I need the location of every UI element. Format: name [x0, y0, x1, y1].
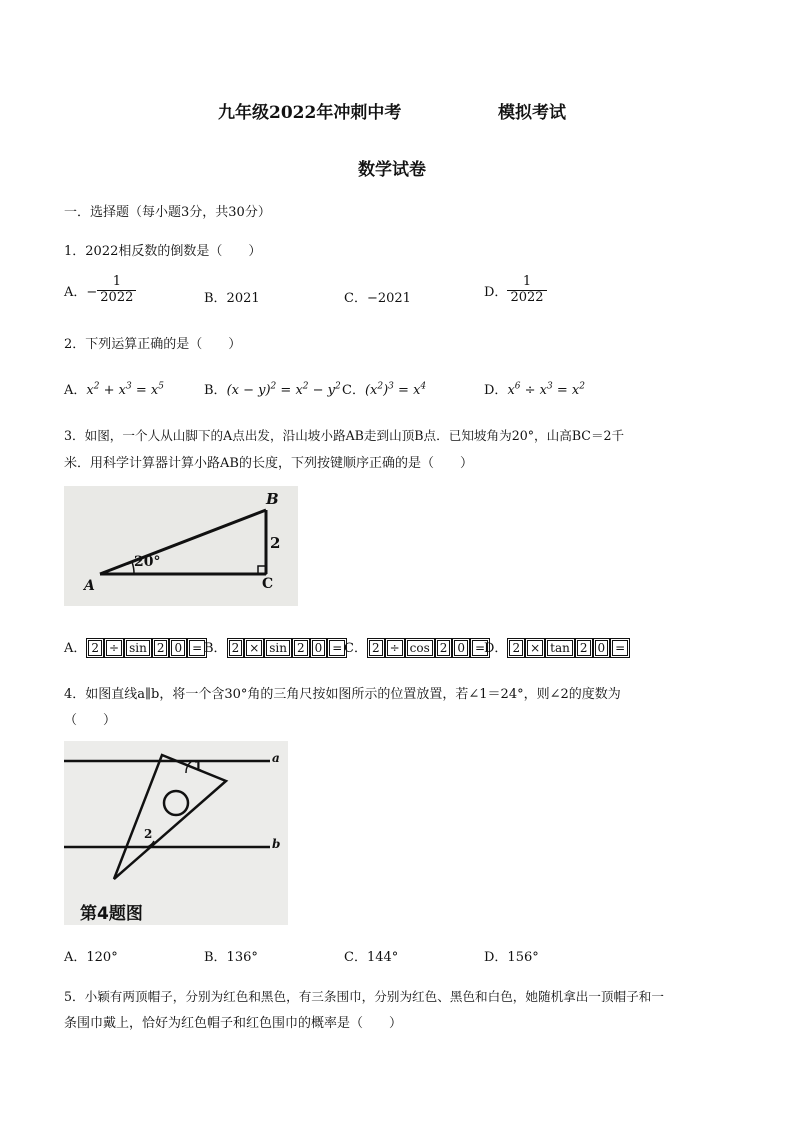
key-divide: ÷	[387, 640, 403, 656]
q1-option-c: C．−2021	[344, 291, 411, 306]
q3-option-d	[484, 637, 624, 656]
q2-b-expr: $(x - y)^2 = x^2 - y^2$	[226, 381, 341, 398]
q3-label-b: B	[266, 490, 279, 508]
q4-option-d: D．156°	[484, 950, 539, 965]
q1-d-label: D．	[484, 284, 508, 300]
key-equals: =	[329, 640, 345, 656]
q2-d-label: D．	[484, 383, 508, 398]
q3-c-label: C．	[344, 641, 367, 656]
q5-stem-line1: 5．小颖有两顶帽子，分别为红色和黑色，有三条围巾，分别为红色、黑色和白色，她随机拿出一顶帽子和一	[64, 989, 664, 1004]
exam-title-left: 九年级2022年冲刺中考	[218, 103, 402, 123]
q3-option-c	[344, 637, 484, 656]
section-heading: 一．选择题（每小题3分，共30分）	[64, 205, 271, 220]
q4-caption: 第4题图	[80, 904, 143, 924]
key-equals: =	[612, 640, 628, 656]
q2-a-label: A．	[64, 383, 87, 398]
q4-label-1: 1	[194, 759, 203, 773]
key-multiply: ×	[527, 640, 543, 656]
q3-label-a: A	[84, 578, 95, 594]
key-sin: sin	[126, 640, 150, 656]
q1-a-fraction	[97, 275, 136, 306]
q1-a-label: A．−	[64, 284, 98, 300]
q3-label-c: C	[262, 576, 274, 592]
q2-c-label: C．	[342, 383, 365, 398]
key-0: 0	[454, 640, 468, 656]
q4-label-2: 2	[144, 827, 153, 841]
key-2: 2	[369, 640, 383, 656]
q3-options	[64, 637, 624, 656]
key-equals: =	[472, 640, 488, 656]
q1-d-num: 1	[522, 274, 532, 289]
q1-option-d	[484, 275, 547, 306]
key-tan: tan	[547, 640, 573, 656]
key-2: 2	[437, 640, 451, 656]
q1-d-den: 2022	[507, 290, 546, 306]
q2-option-d	[484, 379, 585, 398]
key-2: 2	[229, 640, 243, 656]
exam-title-right: 模拟考试	[498, 103, 566, 123]
q2-b-label: B．	[204, 383, 227, 398]
q4-parallel-lines-diagram	[64, 741, 288, 925]
q2-option-c	[342, 379, 426, 398]
q4-option-b: B．136°	[204, 950, 258, 965]
q1-a-den: 2022	[97, 290, 136, 306]
q2-a-expr: $x^2 + x^3 = x^5$	[86, 381, 164, 398]
q3-label-side: 2	[270, 534, 281, 552]
q1-option-b: B．2021	[204, 291, 260, 306]
q3-stem-line2: 米．用科学计算器计算小路AB的长度，下列按键顺序正确的是（ ）	[64, 456, 473, 471]
q2-option-a	[64, 379, 164, 398]
key-0: 0	[595, 640, 609, 656]
key-sin: sin	[266, 640, 290, 656]
q3-b-label: B．	[204, 641, 227, 656]
key-multiply: ×	[246, 640, 262, 656]
key-cos: cos	[407, 640, 433, 656]
key-2: 2	[88, 640, 102, 656]
q2-option-b	[204, 379, 341, 398]
q1-d-fraction	[507, 275, 546, 306]
q5-stem-line2: 条围巾戴上，恰好为红色帽子和红色围巾的概率是（ ）	[64, 1016, 403, 1031]
q4-stem-line2: （ ）	[64, 713, 117, 728]
key-0: 0	[171, 640, 185, 656]
key-divide: ÷	[106, 640, 122, 656]
q4-label-a: a	[272, 751, 280, 765]
exam-subtitle: 数学试卷	[358, 160, 426, 180]
q3-a-label: A．	[64, 641, 87, 656]
q2-stem: 2．下列运算正确的是（ ）	[64, 337, 242, 352]
q4-label-b: b	[272, 837, 281, 851]
key-0: 0	[312, 640, 326, 656]
q4-option-c: C．144°	[344, 950, 399, 965]
q3-option-b	[204, 637, 344, 656]
q3-figure	[64, 486, 298, 606]
q2-d-expr: $x^6 \div x^3 = x^2$	[507, 381, 585, 398]
q3-d-label: D．	[484, 641, 508, 656]
q4-option-a: A．120°	[64, 950, 118, 965]
q1-stem: 1．2022相反数的倒数是（ ）	[64, 244, 262, 259]
key-2: 2	[154, 640, 168, 656]
q3-stem-line1: 3．如图，一个人从山脚下的A点出发，沿山坡小路AB走到山顶B点．已知坡角为20°，山高BC＝2千	[64, 428, 625, 443]
key-2: 2	[509, 640, 523, 656]
q1-option-a	[64, 275, 136, 306]
q1-a-num: 1	[112, 274, 121, 289]
q4-figure	[64, 741, 288, 925]
q2-c-expr: $(x^2)^3 = x^4$	[364, 381, 427, 398]
key-2: 2	[294, 640, 308, 656]
key-2: 2	[577, 640, 591, 656]
q3-option-a	[64, 637, 204, 656]
key-equals: =	[189, 640, 205, 656]
q4-stem-line1: 4．如图直线a∥b，将一个含30°角的三角尺按如图所示的位置放置，若∠1＝24°，则∠2的度数为	[64, 687, 621, 702]
q3-label-angle: 20°	[134, 554, 161, 570]
